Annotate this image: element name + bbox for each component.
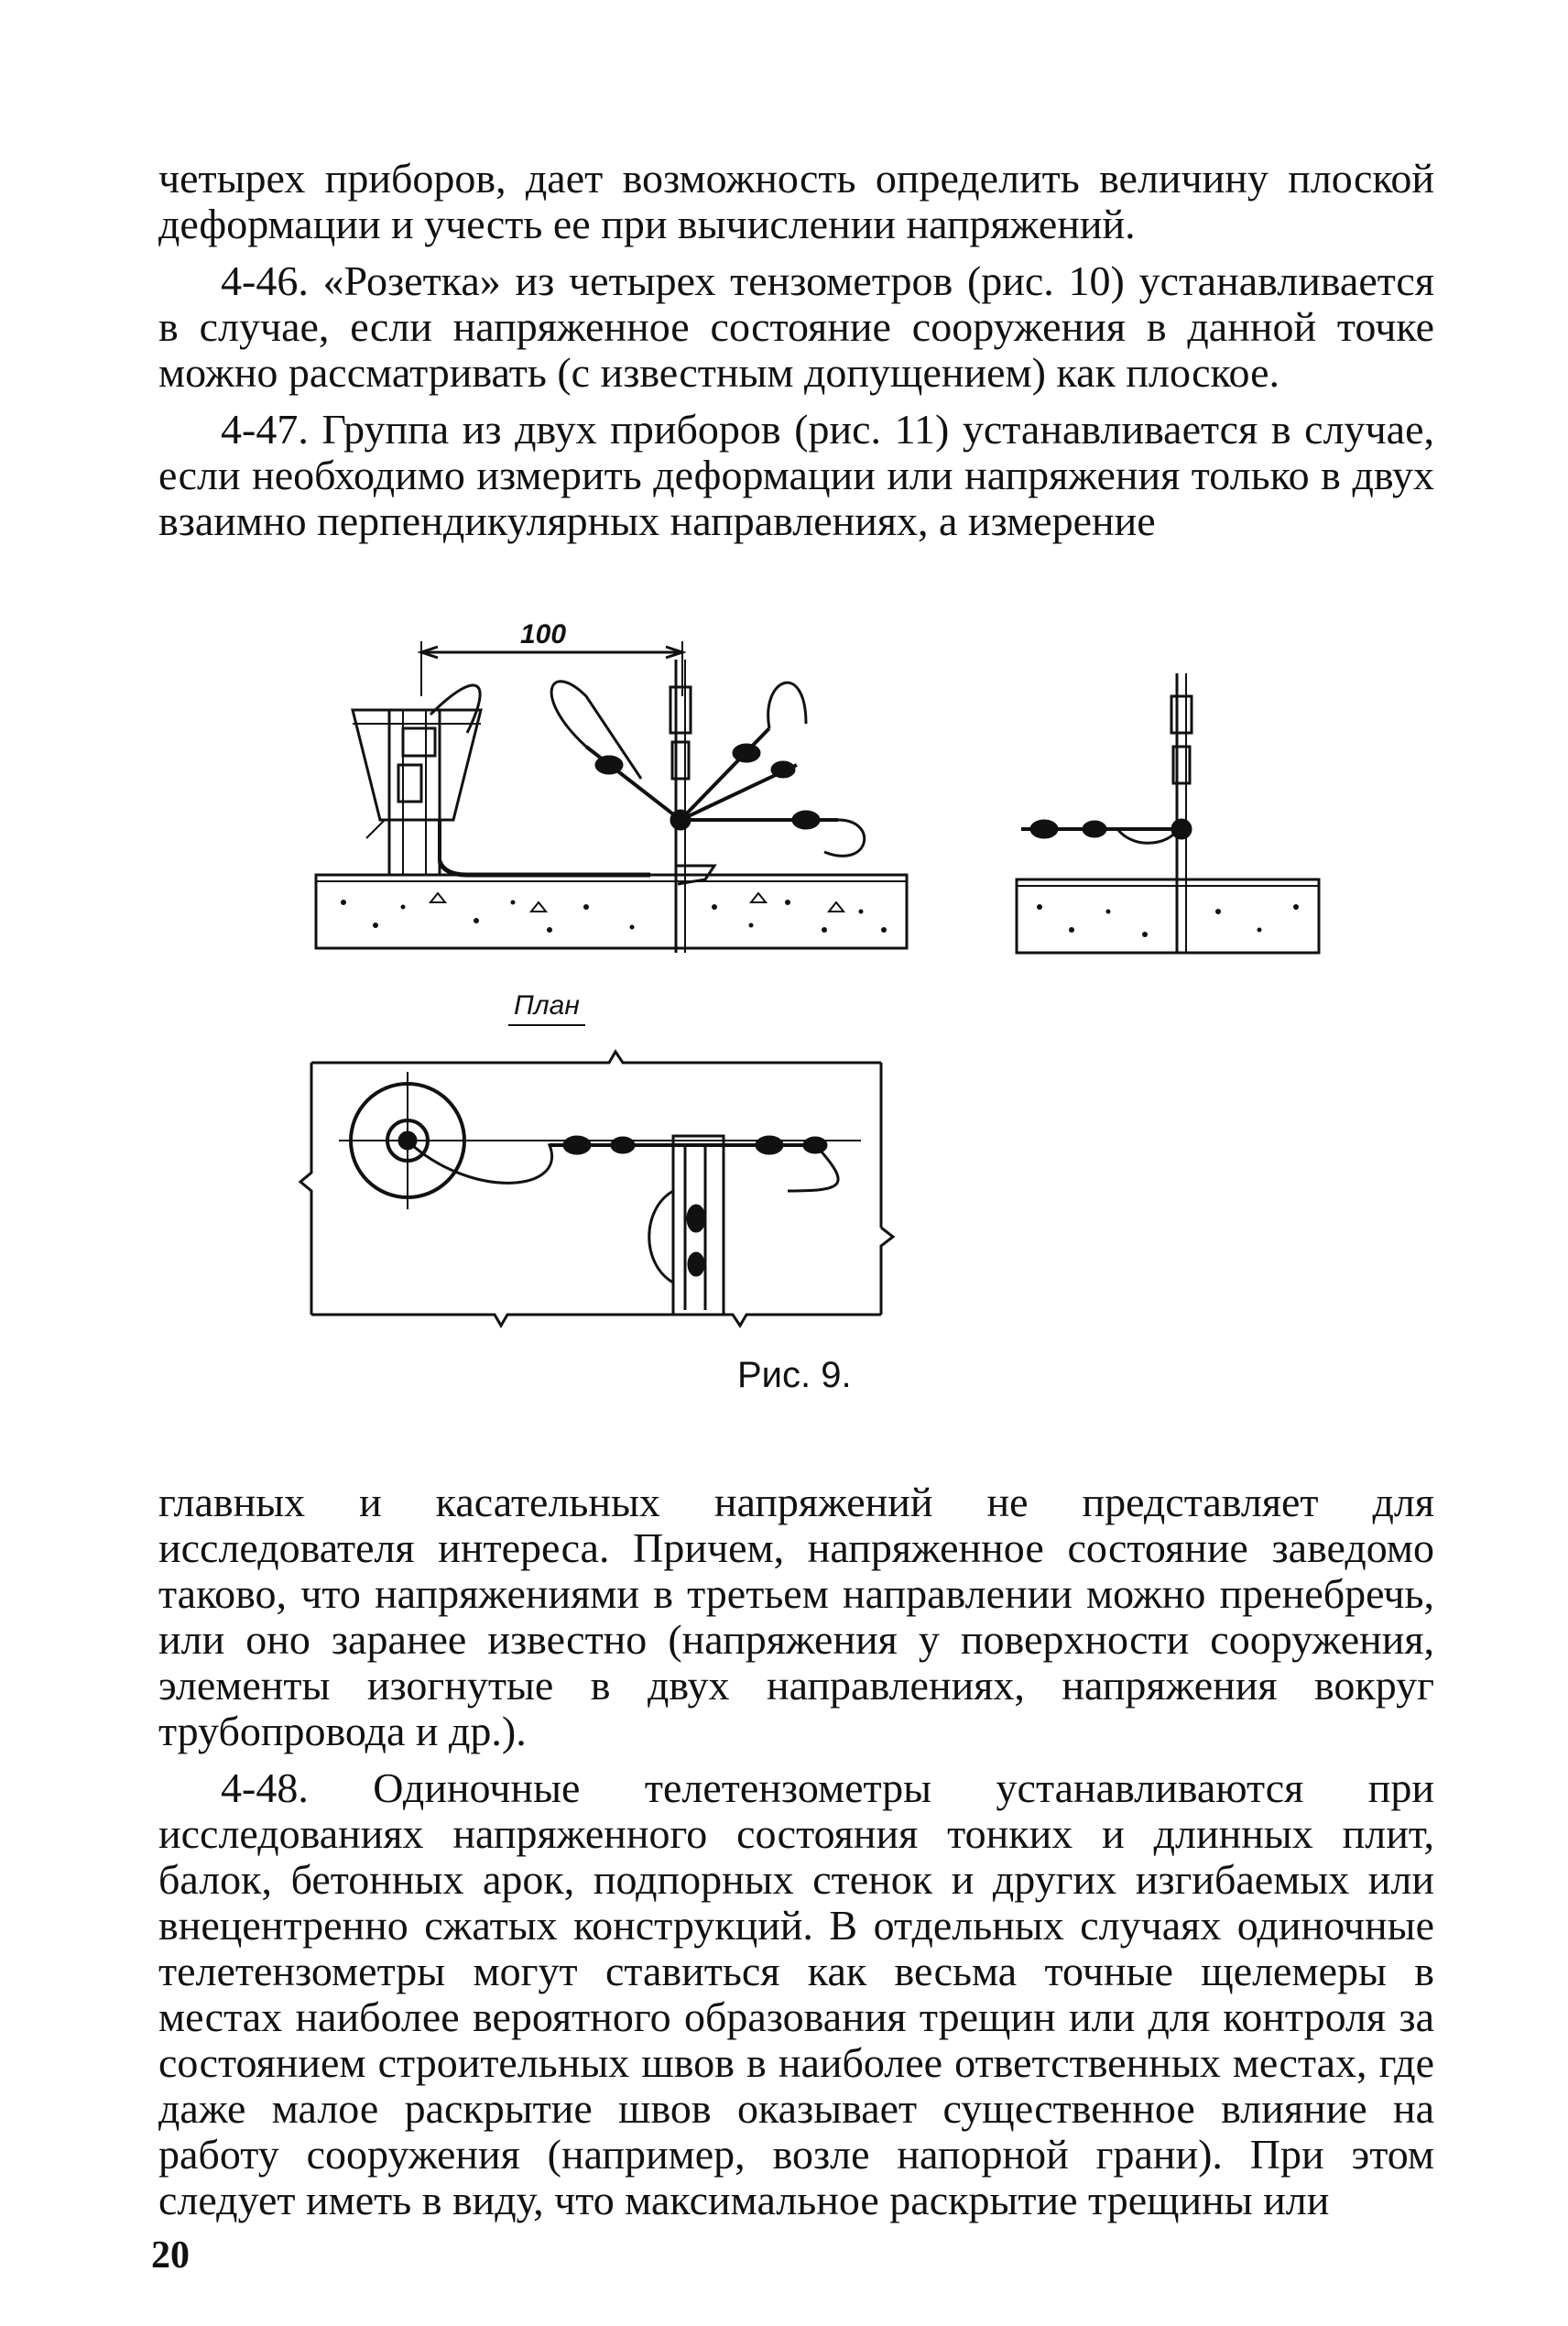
concrete-slab-left <box>316 875 907 948</box>
plan-view <box>300 1052 893 1326</box>
anchor-device <box>353 685 650 875</box>
paragraph-4-47: 4-47. Группа из двух приборов (рис. 11) устанавливается в случае, если необходимо измерить деформации или напряжения только в двух взаимно перпендикулярных направлениях, а измерение <box>158 406 1434 544</box>
page-number: 20 <box>151 2234 190 2277</box>
figure-caption: Рис. 9. <box>737 1355 852 1395</box>
two-instrument-group-elevation <box>1017 673 1319 953</box>
paragraph-continuation: четырех приборов, дает возможность определить величину плоской деформации и учесть ее при вычислении напряжений. <box>158 155 1434 247</box>
paragraph-4-46: 4-46. «Розетка» из четырех тензометров (рис. 10) устанавливается в случае, если напряженное состояние сооружения в данной точке можно рассматривать (с известным допущением) как плоское. <box>158 257 1434 396</box>
dimension-label: 100 <box>520 619 567 650</box>
paragraph-4-48: 4-48. Одиночные телетензометры устанавливаются при исследованиях напряженного состояния тонких и длинных плит, балок, бетонных арок, подпорных стенок и других изгибаемых или внецентренно сжатых конструкций. В отдельных случаях одиночные телетензометры могут ставиться как весьма точные щелемеры в местах наиболее вероятного образования трещин или для контроля за состоянием строительных швов в наиболее ответственных местах, где даже малое раскрытие швов оказывает существенное влияние на работу сооружения (например, возле напорной грани). При этом следует иметь в виду, что максимальное раскрытие трещины или <box>158 1764 1434 2223</box>
paragraph-continuation-2: главных и касательных напряжений не представляет для исследователя интереса. Причем, напряженное состояние заведомо таково, что напряжениями в третьем направлении можно пренебречь, или оно заранее известно (напряжения у поверхности сооружения, элементы изогнутые в двух направлениях, напряжения вокруг трубопровода и др.). <box>158 1479 1434 1754</box>
plan-label: План <box>508 989 585 1026</box>
text-block-bottom <box>158 1480 1434 2223</box>
tensometer-rosette <box>551 660 865 953</box>
